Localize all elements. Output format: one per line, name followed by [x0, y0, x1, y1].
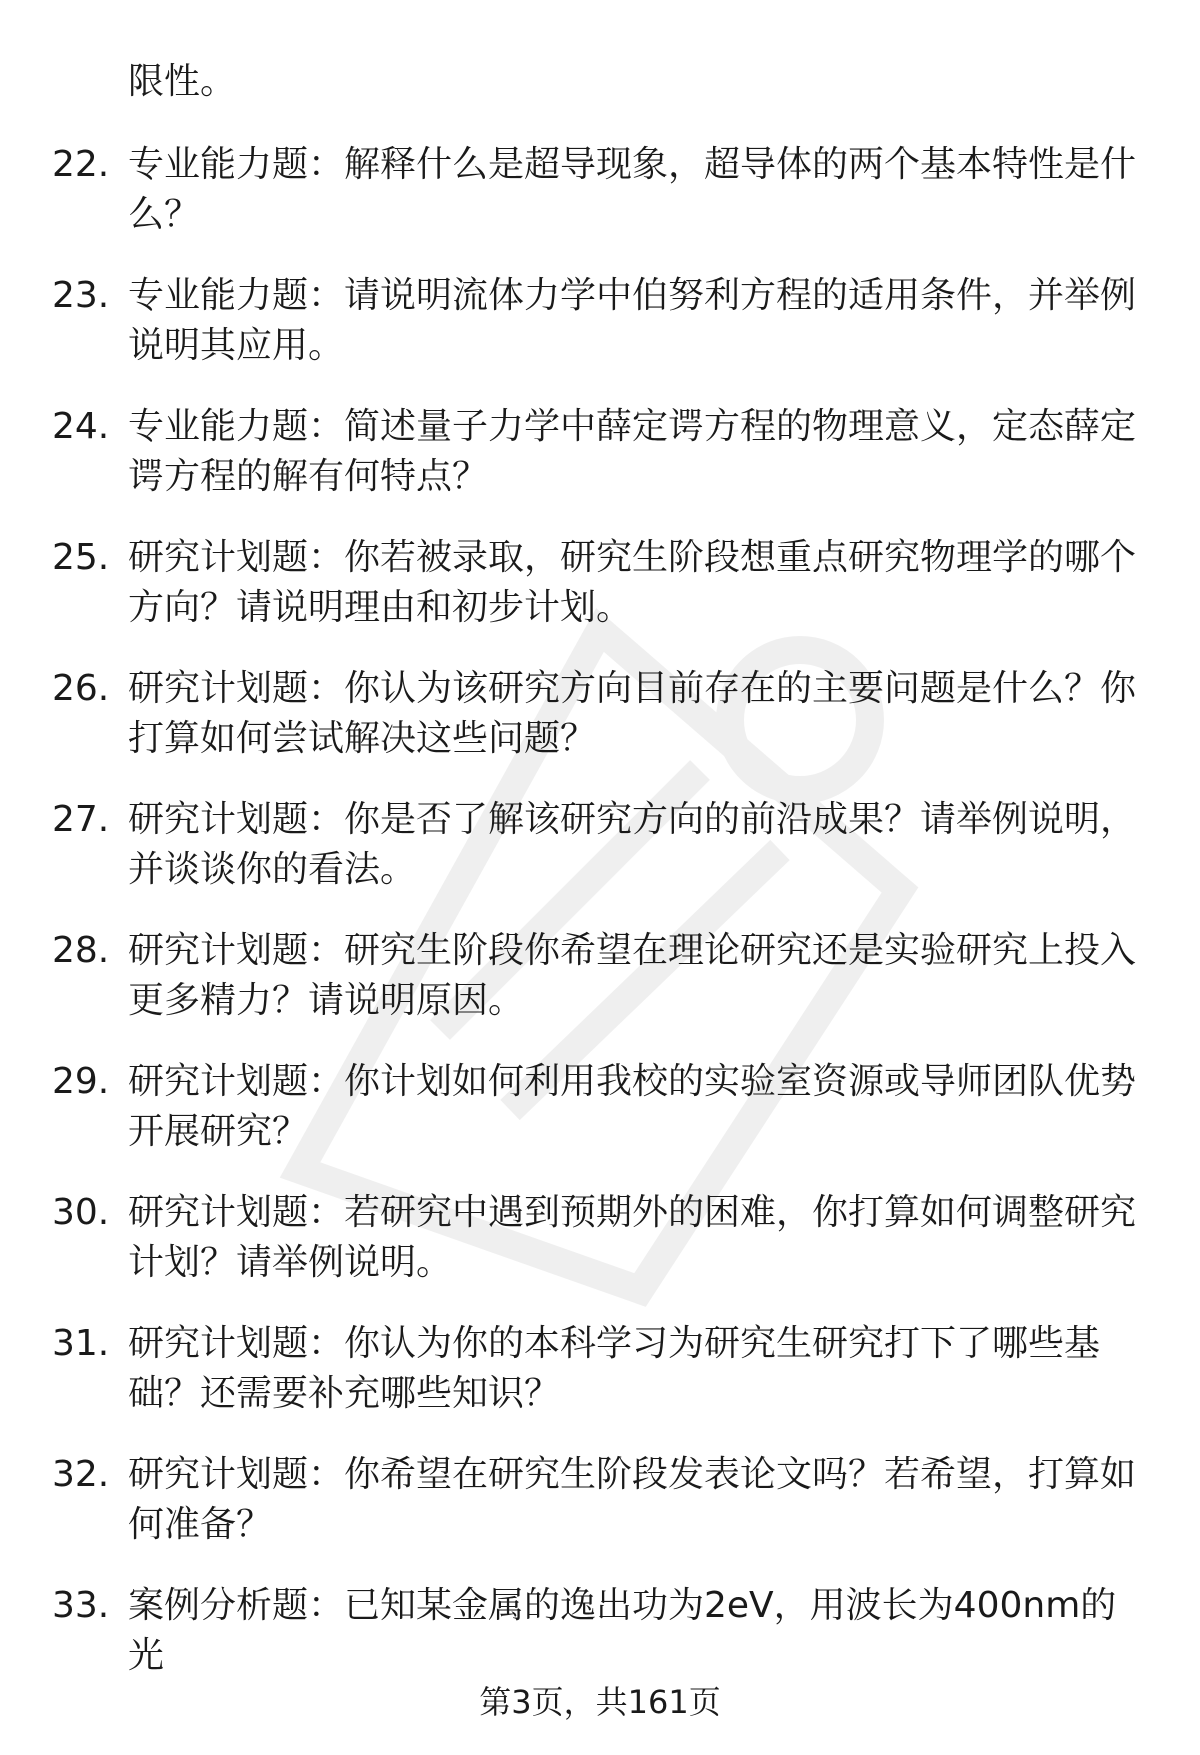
question-item: [0, 926, 1200, 1057]
question-number: 27.: [52, 799, 110, 840]
question-text: 案例分析题：已知某金属的逸出功为2eV，用波长为400nm的光: [128, 1585, 1117, 1676]
question-text: 专业能力题：请说明流体力学中伯努利方程的适用条件，并举例说明其应用。: [128, 275, 1137, 366]
question-text: 研究计划题：你认为你的本科学习为研究生研究打下了哪些基础？还需要补充哪些知识？: [128, 1323, 1101, 1414]
question-text: 专业能力题：简述量子力学中薛定谔方程的物理意义，定态薛定谔方程的解有何特点？: [128, 406, 1137, 497]
continuation-text: 限性。: [128, 61, 237, 102]
question-number: 28.: [52, 930, 110, 971]
question-item: [0, 1188, 1200, 1319]
question-number: 30.: [52, 1192, 110, 1233]
question-item: [0, 795, 1200, 926]
question-number: 31.: [52, 1323, 110, 1364]
question-number: 24.: [52, 406, 110, 447]
question-list: [0, 140, 1200, 1712]
question-item: [0, 1319, 1200, 1450]
question-text: 研究计划题：你计划如何利用我校的实验室资源或导师团队优势开展研究？: [128, 1061, 1137, 1152]
question-number: 32.: [52, 1454, 110, 1495]
question-item: [0, 664, 1200, 795]
question-item: [0, 271, 1200, 402]
question-text: 研究计划题：你是否了解该研究方向的前沿成果？请举例说明，并谈谈你的看法。: [128, 799, 1137, 890]
question-text: 研究计划题：研究生阶段你希望在理论研究还是实验研究上投入更多精力？请说明原因。: [128, 930, 1137, 1021]
question-text: 研究计划题：若研究中遇到预期外的困难，你打算如何调整研究计划？请举例说明。: [128, 1192, 1137, 1283]
page-footer: 第3页，共161页: [479, 1683, 721, 1721]
question-item: [0, 1450, 1200, 1581]
question-text: 研究计划题：你若被录取，研究生阶段想重点研究物理学的哪个方向？请说明理由和初步计划。: [128, 537, 1137, 628]
question-item: [0, 1057, 1200, 1188]
question-number: 26.: [52, 668, 110, 709]
question-text: 研究计划题：你希望在研究生阶段发表论文吗？若希望，打算如何准备？: [128, 1454, 1137, 1545]
question-number: 29.: [52, 1061, 110, 1102]
question-text: 研究计划题：你认为该研究方向目前存在的主要问题是什么？你打算如何尝试解决这些问题？: [128, 668, 1137, 759]
question-item: [0, 402, 1200, 533]
question-item: [0, 533, 1200, 664]
question-text: 专业能力题：解释什么是超导现象，超导体的两个基本特性是什么？: [128, 144, 1137, 235]
question-number: 22.: [52, 144, 110, 185]
question-number: 33.: [52, 1585, 110, 1626]
question-number: 23.: [52, 275, 110, 316]
question-number: 25.: [52, 537, 110, 578]
question-item: [0, 140, 1200, 271]
